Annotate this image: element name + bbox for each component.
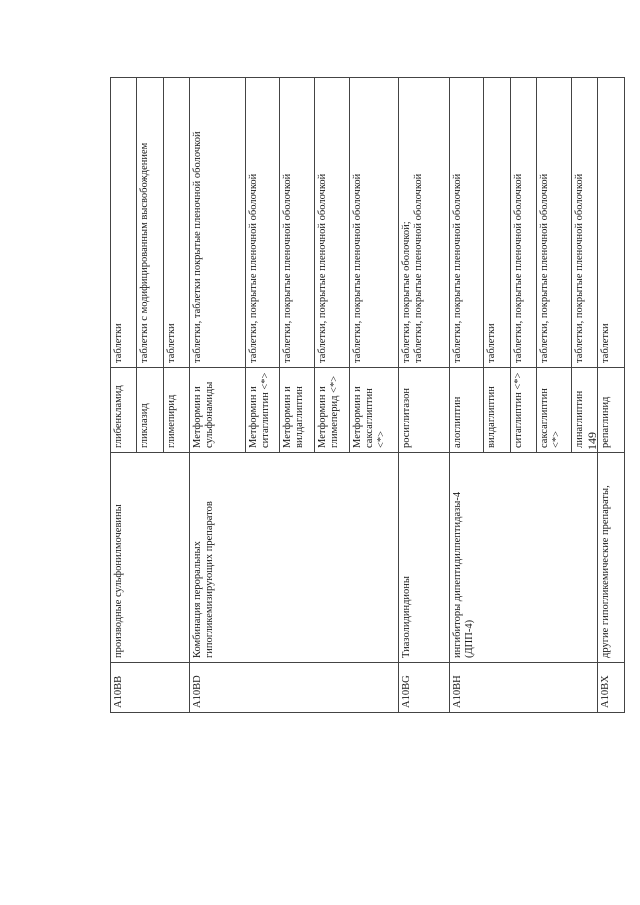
table-row (571, 78, 597, 713)
dosage-form-cell: таблетки (598, 78, 625, 368)
drug-name-cell: репаглинид (598, 368, 625, 453)
dosage-form-cell: таблетки, покрытые пленочной оболочкой (571, 78, 597, 368)
dosage-form-cell: таблетки (163, 78, 189, 368)
group-name-cell (280, 453, 315, 663)
group-name-cell (484, 453, 510, 663)
table-row (350, 78, 399, 713)
drug-name-cell: Метформин и ситаглиптин <*> (245, 368, 280, 453)
table-row (190, 78, 245, 713)
group-name-cell: производные сульфонилмочевины (111, 453, 137, 663)
atc-code-cell (315, 663, 350, 713)
dosage-form-cell: таблетки, покрытые пленочной оболочкой (280, 78, 315, 368)
atc-code-cell (350, 663, 399, 713)
dosage-form-cell: таблетки, покрытые пленочной оболочкой (245, 78, 280, 368)
group-name-cell: ингибиторы дипептидилпептидазы-4 (ДПП-4) (449, 453, 483, 663)
drug-name-cell: гликлазид (137, 368, 163, 453)
table-row (484, 78, 510, 713)
drug-name-cell: Метформин и вилдаглиптин (280, 368, 315, 453)
atc-code-cell (245, 663, 280, 713)
drug-table-body (111, 78, 625, 713)
table-row (598, 78, 625, 713)
drug-name-cell: Метформин и саксаглиптин <*> (350, 368, 399, 453)
drug-table (110, 77, 625, 713)
atc-code-cell: A10BH (449, 663, 483, 713)
atc-code-cell: A10BX (598, 663, 625, 713)
drug-name-cell: глимепирид (163, 368, 189, 453)
table-row (245, 78, 280, 713)
table-row (399, 78, 449, 713)
dosage-form-cell: таблетки, покрытые пленочной оболочкой (537, 78, 572, 368)
dosage-form-cell: таблетки, таблетки покрытые пленочной оболочкой (190, 78, 245, 368)
dosage-form-cell: таблетки, покрытые пленочной оболочкой (350, 78, 399, 368)
table-row (280, 78, 315, 713)
dosage-form-cell: таблетки с модифицированным высвобождением (137, 78, 163, 368)
group-name-cell (537, 453, 572, 663)
atc-code-cell: A10BD (190, 663, 245, 713)
group-name-cell (510, 453, 536, 663)
group-name-cell: другие гипогликемические препараты, (598, 453, 625, 663)
dosage-form-cell: таблетки, покрытые пленочной оболочкой (315, 78, 350, 368)
table-row (449, 78, 483, 713)
drug-name-cell: алоглиптин (449, 368, 483, 453)
table-row (137, 78, 163, 713)
atc-code-cell: A10BB (111, 663, 137, 713)
atc-code-cell (510, 663, 536, 713)
drug-name-cell: глибенкламид (111, 368, 137, 453)
drug-name-cell: линаглиптин (571, 368, 597, 453)
atc-code-cell (280, 663, 315, 713)
page-number: 149 (585, 432, 599, 450)
drug-name-cell: ситаглиптин <*> (510, 368, 536, 453)
table-row (537, 78, 572, 713)
group-name-cell (315, 453, 350, 663)
drug-name-cell: росиглитазон (399, 368, 449, 453)
table-row (315, 78, 350, 713)
atc-code-cell (163, 663, 189, 713)
group-name-cell (245, 453, 280, 663)
atc-code-cell (484, 663, 510, 713)
group-name-cell (350, 453, 399, 663)
drug-name-cell: саксаглиптин <*> (537, 368, 572, 453)
drug-name-cell: вилдаглиптин (484, 368, 510, 453)
group-name-cell: Тиазолидиндионы (399, 453, 449, 663)
atc-code-cell (571, 663, 597, 713)
atc-code-cell (137, 663, 163, 713)
dosage-form-cell: таблетки, покрытые оболочкой; таблетки, покрытые пленочной оболочкой (399, 78, 449, 368)
group-name-cell: Комбинация пероральных гипогликемизирующих препаратов (190, 453, 245, 663)
dosage-form-cell: таблетки (484, 78, 510, 368)
atc-code-cell (537, 663, 572, 713)
table-row (510, 78, 536, 713)
group-name-cell (571, 453, 597, 663)
atc-code-cell: A10BG (399, 663, 449, 713)
group-name-cell (163, 453, 189, 663)
table-row (163, 78, 189, 713)
dosage-form-cell: таблетки, покрытые пленочной оболочкой (510, 78, 536, 368)
dosage-form-cell: таблетки (111, 78, 137, 368)
dosage-form-cell: таблетки, покрытые пленочной оболочкой (449, 78, 483, 368)
group-name-cell (137, 453, 163, 663)
drug-name-cell: Метформин и глимеперид <*> (315, 368, 350, 453)
table-row (111, 78, 137, 713)
drug-name-cell: Метформин и сульфонамиды (190, 368, 245, 453)
